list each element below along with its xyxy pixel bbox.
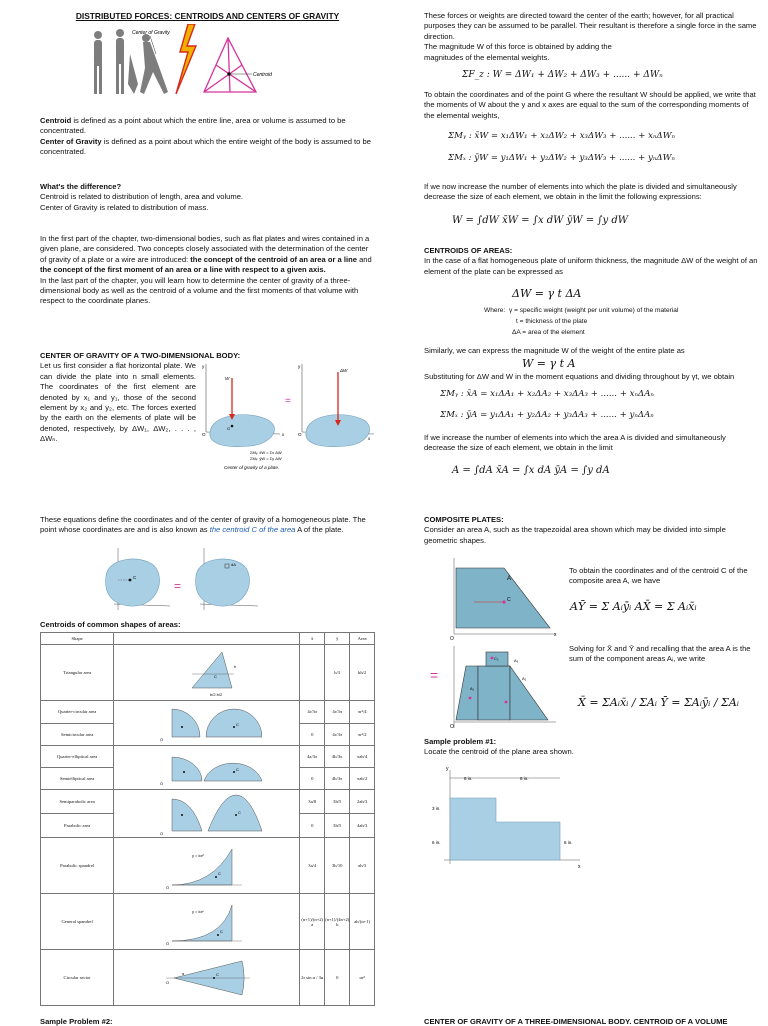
col-header-area: Area — [350, 633, 375, 645]
sample-heading: Sample problem #1: — [424, 737, 497, 746]
svg-text:O: O — [298, 432, 302, 437]
plate-right — [298, 364, 374, 447]
areas-p4: If we increase the number of elements into which the area A is divided and simultaneously decrease the size of each element, we obtain in the limit — [424, 433, 726, 453]
svg-text:h: h — [233, 663, 236, 669]
svg-text:O: O — [165, 940, 169, 946]
svg-text:C: C — [217, 870, 221, 876]
triangle-centroid-icon — [204, 38, 256, 92]
table-row: Parabolic spandrel y = kx² C O 3a/4 3h/10 ah/3 — [41, 838, 375, 894]
svg-text:y = kx²: y = kx² — [191, 852, 204, 858]
col-header-x: x̄ — [300, 633, 325, 645]
svg-text:x: x — [282, 432, 285, 437]
forces-p1: These forces or weights are directed toward the center of the earth; however, for all practical purposes they can be assumed to be parallel. Their resultant is therefore a single force in the same direction. — [424, 11, 757, 41]
def-centroid: Centroid is defined as a point about which the entire line, area or volume is assumed to be concentrated. — [40, 116, 346, 136]
table-row: Parabolic area 0 3h/5 4ah/3 — [41, 814, 375, 838]
svg-text:y = kxⁿ: y = kxⁿ — [191, 908, 204, 914]
diff-line-2: Center of Gravity is related to distribution of mass. — [40, 202, 209, 212]
svg-text:α: α — [181, 970, 185, 976]
comp-eq-2: X̄ = ΣAᵢx̄ᵢ / ΣAᵢ Ȳ = ΣAᵢȳᵢ / ΣAᵢ — [578, 696, 739, 709]
intro-section — [40, 234, 375, 307]
svg-text:C: C — [235, 722, 239, 727]
table-row: Triangular area C b/2 b/2 h h/3 bh/2 — [41, 645, 375, 701]
col-header-shape: Shape — [41, 633, 114, 645]
where-list: Where: γ = specific weight (weight per unit volume) of the material t = thickness of the plate ΔA = area of the element — [484, 307, 679, 336]
table-row: Semiparabolic area O C 3a/8 3h/5 2ah/3 — [41, 790, 375, 814]
svg-text:O: O — [165, 979, 169, 985]
lightning-icon — [176, 24, 196, 94]
svg-text:A: A — [507, 576, 512, 582]
sample-problem-2-heading: Sample Problem #2: — [40, 1017, 113, 1026]
table-row: Quarter-circular area O C 4r/3π 4r/3π πr²/4 — [41, 701, 375, 724]
svg-text:y: y — [446, 766, 449, 772]
elliptical-shape-icon — [152, 747, 262, 789]
sample-problem-figure — [430, 764, 590, 870]
forces-section — [424, 11, 759, 63]
diff-heading: What's the difference? — [40, 182, 122, 191]
svg-text:O: O — [165, 884, 169, 890]
difference-section — [40, 182, 375, 213]
moments-text: To obtain the coordinates and of the point G where the resultant W should be applied, we write that the moments of W about the y and x axes are equal to the sum of the corresponding moments of the elemental weights, — [424, 90, 756, 120]
fig-caption: Center of gravity of a plate. — [224, 465, 280, 470]
svg-text:=: = — [174, 579, 182, 593]
svg-text:C: C — [235, 766, 239, 772]
svg-text:C: C — [219, 928, 223, 934]
table-row: Semielliptical area 0 4b/3π πab/2 — [41, 768, 375, 790]
comp-p2: To obtain the coordinates and of the centroid C of the composite area A, we have — [569, 566, 748, 586]
general-spandrel-icon — [162, 897, 252, 947]
dim-right: 6 in. — [564, 840, 573, 845]
col-header-figure — [114, 633, 300, 645]
eq-area-x: ΣMₓ : ȳA = y₁ΔA₁ + y₂ΔA₂ + y₃ΔA₃ + ...... + yₙΔAₙ — [440, 410, 654, 420]
page-title: DISTRIBUTED FORCES: CENTROIDS AND CENTERS OF GRAVITY — [75, 11, 340, 21]
svg-text:=: = — [285, 396, 291, 407]
eq-sum-f: ΣF_z : W = ΔW₁ + ΔW₂ + ΔW₃ + ...... + ΔWₙ — [462, 70, 663, 80]
human-figures-icon — [94, 29, 168, 94]
svg-text:O: O — [159, 830, 163, 836]
svg-text:W: W — [225, 376, 230, 381]
svg-text:A₁: A₁ — [470, 686, 475, 691]
areas-p2: Similarly, we can express the magnitude W of the weight of the entire plate as — [424, 346, 685, 355]
svg-text:C: C — [507, 597, 511, 603]
table-row: Quarter-elliptical area O C 4a/3π 4b/3π πab/4 — [41, 746, 375, 768]
dim-top-1: 6 in. — [464, 776, 473, 781]
equals-icon: = — [430, 667, 439, 683]
centroids-of-areas — [424, 246, 759, 277]
dim-top-2: 6 in. — [520, 776, 529, 781]
centroid-label: Centroid — [253, 72, 272, 78]
limit-text: If we now increase the number of elements into which the plate is divided and simultaneously decrease the size of each element, we obtain in the limit the following expressions: — [424, 182, 737, 202]
centroid-link: the centroid C of the area — [209, 525, 296, 535]
svg-text:G: G — [227, 426, 231, 431]
eq-moment-x: ΣMₓ : ȳW = y₁ΔW₁ + y₂ΔW₂ + y₃ΔW₃ + ...... + yₙΔWₙ — [448, 153, 675, 163]
svg-text:O: O — [450, 636, 454, 642]
dim-left-1: 3 in. — [432, 806, 441, 811]
svg-text:y: y — [202, 364, 205, 369]
svg-text:A₂: A₂ — [522, 676, 527, 681]
parabolic-spandrel-icon — [162, 841, 252, 891]
circular-shape-icon — [152, 701, 262, 745]
centroid-area-figure — [100, 546, 260, 614]
definitions — [40, 116, 375, 158]
eq-dw: ΔW = γ t ΔA — [512, 287, 582, 300]
cog-2d-heading: CENTER OF GRAVITY OF A TWO-DIMENSIONAL BODY: — [40, 351, 241, 360]
table-heading: Centroids of common shapes of areas: — [40, 620, 181, 629]
intro-p1: In the first part of the chapter, two-dimensional bodies, such as flat plates and wires contained in a given plane, are considered. Two concepts closely associated with the determination of the center of gravity of a plate or a wire are introduced: the concept of the centroid of an area or a line and the concept of the first moment of an area or a line with respect to a given axis. — [40, 234, 372, 275]
svg-text:x: x — [554, 632, 557, 638]
svg-text:x: x — [368, 436, 371, 441]
eq-moment-y: ΣMᵧ : x̄W = x₁ΔW₁ + x₂ΔW₂ + x₃ΔW₃ + ...... + xₙΔWₙ — [448, 131, 676, 141]
dim-left-2: 6 in. — [432, 840, 441, 845]
svg-text:C: C — [133, 575, 137, 580]
svg-text:C: C — [215, 971, 219, 977]
cog-2d-text: Let us first consider a flat horizontal plate. We can divide the plate into n small elements. The coordinates of the first element are denoted by x₁ and y₁, those of the second element by x₂ and y₂, etc. The forces exerted by the earth on the elements of plate will be denoted, respectively, by ΔW₁, ΔW₂, . . . , ΔWₙ. — [40, 361, 196, 444]
svg-text:C₃: C₃ — [494, 656, 499, 661]
eq-w: W = γ t A — [522, 357, 576, 370]
svg-text:x: x — [578, 864, 581, 870]
table-heading-wrap — [40, 620, 375, 630]
svg-text:O: O — [159, 780, 163, 786]
def-cog: Center of Gravity is defined as a point about which the entire weight of the body is assumed to be concentrated. — [40, 136, 371, 157]
comp-p3: Solving for X̄ and Ȳ and recalling that the area A is the sum of the component areas Aᵢ, we write — [569, 644, 751, 664]
plate-figure — [198, 362, 376, 474]
comp-p1: Consider an area A, such as the trapezoidal area shown which may be divided into simple geometric shapes. — [424, 525, 726, 545]
areas-p1: In the case of a flat homogeneous plate of uniform thickness, the magnitude ΔW of the weight of an element of the plate can be expressed as — [424, 256, 758, 276]
fig-eq-1: ΣMᵧ: x̄W = Σx ΔW — [250, 450, 282, 455]
centroid-table — [40, 632, 375, 1006]
sample-text: Locate the centroid of the plane area shown. — [424, 747, 574, 757]
composite-figure — [424, 556, 570, 734]
circular-sector-icon — [162, 953, 252, 1003]
table-row: Semicircular area 0 4r/3π πr²/2 — [41, 723, 375, 746]
col-header-y: ȳ — [325, 633, 350, 645]
table-header-row — [41, 633, 375, 645]
svg-text:O: O — [159, 737, 163, 742]
cog-centroid-figure — [88, 24, 298, 109]
section-3d-heading: CENTER OF GRAVITY OF A THREE-DIMENSIONAL BODY. CENTROID OF A VOLUME — [424, 1017, 728, 1026]
areas-heading: CENTROIDS OF AREAS: — [424, 246, 513, 255]
composite-section — [424, 515, 759, 546]
forces-p2: The magnitude W of this force is obtained by adding the magnitudes of the elemental weights. — [424, 42, 612, 62]
svg-text:O: O — [202, 432, 206, 437]
sample-problem-1 — [424, 737, 759, 758]
comp-eq-1: AȲ = Σ Aᵢȳᵢ AX̄ = Σ Aᵢx̄ᵢ — [570, 600, 697, 613]
fig-eq-2: ΣMₓ: ȳW = Σy ΔW — [250, 456, 282, 461]
eq-area-y: ΣMᵧ : x̄A = x₁ΔA₁ + x₂ΔA₂ + x₃ΔA₃ + ...... + xₙΔAₙ — [440, 389, 654, 399]
svg-text:A₃: A₃ — [514, 658, 519, 663]
svg-text:y: y — [298, 364, 301, 369]
triangle-shape-icon — [172, 648, 242, 698]
svg-text:dA: dA — [231, 562, 236, 567]
svg-text:b/2 b/2: b/2 b/2 — [209, 691, 222, 697]
eq-area-integrals: A = ∫dA x̄A = ∫x dA ȳA = ∫y dA — [452, 465, 610, 476]
eq-integrals: W = ∫dW x̄W = ∫x dW ȳW = ∫y dW — [452, 215, 629, 226]
table-row: Circular sector C O α 2r sin α / 3α 0 αr² — [41, 950, 375, 1006]
svg-text:ΔW: ΔW — [340, 368, 348, 373]
equations-text: These equations define the coordinates and of the center of gravity of a homogeneous plate. The point whose coordinates are and is also known as the centroid C of the area A of the plate. — [40, 515, 366, 535]
areas-p3: Substituting for ΔW and W in the moment equations and dividing throughout by γt, we obtain — [424, 372, 735, 381]
parabolic-shape-icon — [152, 791, 262, 837]
table-row: General spandrel y = kxⁿ C O (n+1)/(n+2) a (n+1)/(4n+2) h ah/(n+1) — [41, 894, 375, 950]
svg-text:C: C — [237, 809, 241, 815]
intro-p2: In the last part of the chapter, you will learn how to determine the center of gravity of a three-dimensional body as well as the centroid of a volume and the first moments of that volume with respect to the coordinate planes. — [40, 275, 359, 306]
cog-label: Center of Gravity — [132, 30, 170, 36]
svg-text:C: C — [213, 673, 217, 679]
svg-text:O: O — [450, 724, 454, 730]
diff-line-1: Centroid is related to distribution of length, area and volume. — [40, 192, 244, 202]
plate-left — [202, 364, 285, 447]
comp-heading: COMPOSITE PLATES: — [424, 515, 504, 524]
